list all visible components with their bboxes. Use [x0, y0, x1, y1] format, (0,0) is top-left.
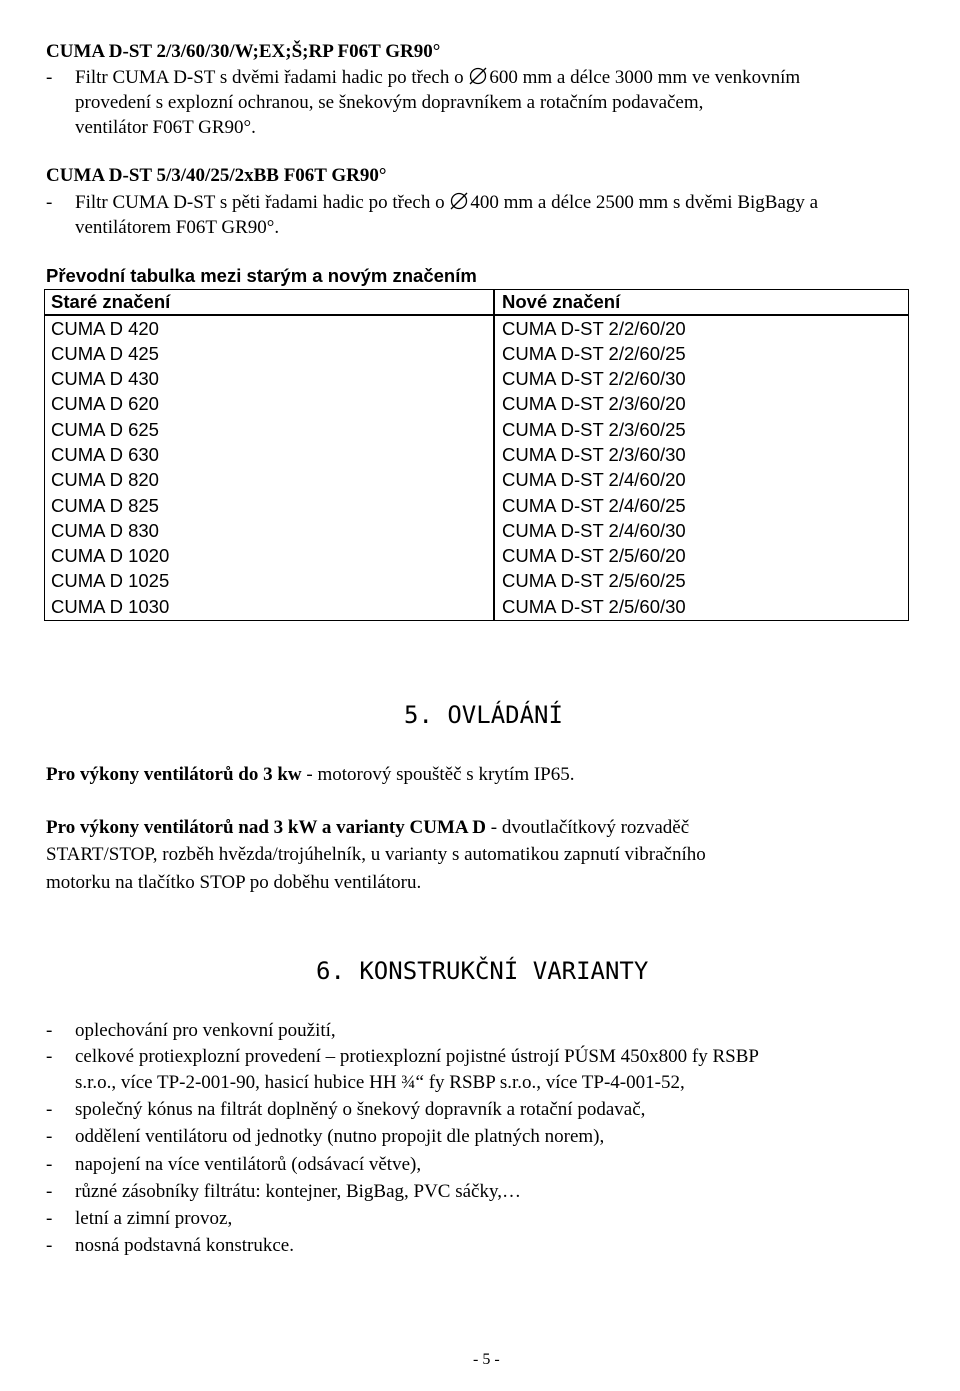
product-desc-2-line1: Filtr CUMA D-ST s pěti řadami hadic po třech o 400 mm a délce 2500 mm s dvěmi BigBagy a [75, 192, 819, 213]
table-cell-new: CUMA D-ST 2/2/60/20 [502, 318, 686, 339]
product-desc-1-line3: ventilátor F06T GR90°. [75, 117, 256, 138]
bullet-dash: - [46, 1154, 53, 1175]
list-item-continuation: s.r.o., více TP-2-001-90, hasicí hubice HH ¾“ fy RSBP s.r.o., více TP-4-001-52, [75, 1072, 685, 1093]
table-cell-old: CUMA D 430 [51, 368, 159, 389]
product-title-1: CUMA D-ST 2/3/60/30/W;EX;Š;RP F06T GR90° [46, 41, 441, 62]
section-heading-5: 5. OVLÁDÁNÍ [404, 701, 563, 729]
paragraph-fans-over-3kw-line3: motorku na tlačítko STOP po doběhu ventilátoru. [46, 872, 422, 893]
table-cell-new: CUMA D-ST 2/4/60/25 [502, 495, 686, 516]
table-cell-new: CUMA D-ST 2/3/60/30 [502, 444, 686, 465]
product-title-2: CUMA D-ST 5/3/40/25/2xBB F06T GR90° [46, 165, 387, 186]
table-cell-new: CUMA D-ST 2/4/60/20 [502, 469, 686, 490]
paragraph-fans-over-3kw-line1: Pro výkony ventilátorů nad 3 kW a varianty CUMA D - dvoutlačítkový rozvaděč [46, 817, 690, 838]
column-header-old: Staré značení [51, 291, 171, 312]
diameter-icon [449, 192, 469, 210]
table-cell-new: CUMA D-ST 2/4/60/30 [502, 520, 686, 541]
table-cell-new: CUMA D-ST 2/5/60/25 [502, 570, 686, 591]
paragraph-fans-over-3kw-line2: START/STOP, rozběh hvězda/trojúhelník, u varianty s automatikou zapnutí vibračního [46, 844, 706, 865]
bullet-dash: - [46, 1046, 53, 1067]
conversion-table [44, 289, 909, 621]
table-cell-old: CUMA D 1020 [51, 545, 170, 566]
table-cell-new: CUMA D-ST 2/5/60/20 [502, 545, 686, 566]
list-item: společný kónus na filtrát doplněný o šnekový dopravník a rotační podavač, [75, 1099, 646, 1120]
bullet-dash: - [46, 192, 53, 213]
bullet-dash: - [46, 1235, 53, 1256]
table-cell-old: CUMA D 625 [51, 419, 159, 440]
list-item: celkové protiexplozní provedení – protiexplozní pojistné ústrojí PÚSM 450x800 fy RSBP [75, 1046, 759, 1067]
list-item: letní a zimní provoz, [75, 1208, 233, 1229]
paragraph-fans-under-3kw: Pro výkony ventilátorů do 3 kw - motorový spouštěč s krytím IP65. [46, 764, 575, 785]
table-cell-new: CUMA D-ST 2/3/60/20 [502, 393, 686, 414]
table-cell-old: CUMA D 630 [51, 444, 159, 465]
table-cell-old: CUMA D 420 [51, 318, 159, 339]
column-header-new: Nové značení [502, 291, 621, 312]
diameter-icon [468, 67, 488, 85]
list-item: oddělení ventilátoru od jednotky (nutno propojit dle platných norem), [75, 1126, 605, 1147]
table-cell-old: CUMA D 820 [51, 469, 159, 490]
product-desc-1-line2: provedení s explozní ochranou, se šnekovým dopravníkem a rotačním podavačem, [75, 92, 704, 113]
list-item: napojení na více ventilátorů (odsávací větve), [75, 1154, 422, 1175]
table-cell-old: CUMA D 1030 [51, 596, 170, 617]
bullet-dash: - [46, 1099, 53, 1120]
table-cell-old: CUMA D 1025 [51, 570, 170, 591]
list-item: různé zásobníky filtrátu: kontejner, BigBag, PVC sáčky,… [75, 1181, 521, 1202]
bullet-dash: - [46, 1181, 53, 1202]
bullet-dash: - [46, 1020, 53, 1041]
table-cell-old: CUMA D 425 [51, 343, 159, 364]
section-heading-6: 6. KONSTRUKČNÍ VARIANTY [316, 957, 649, 985]
table-cell-new: CUMA D-ST 2/2/60/25 [502, 343, 686, 364]
bullet-dash: - [46, 67, 53, 88]
bullet-dash: - [46, 1208, 53, 1229]
table-cell-old: CUMA D 620 [51, 393, 159, 414]
table-caption: Převodní tabulka mezi starým a novým značením [46, 265, 477, 286]
table-cell-new: CUMA D-ST 2/3/60/25 [502, 419, 686, 440]
table-divider [44, 314, 909, 316]
table-cell-new: CUMA D-ST 2/2/60/30 [502, 368, 686, 389]
table-cell-new: CUMA D-ST 2/5/60/30 [502, 596, 686, 617]
list-item: nosná podstavná konstrukce. [75, 1235, 294, 1256]
table-cell-old: CUMA D 825 [51, 495, 159, 516]
product-desc-2-line2: ventilátorem F06T GR90°. [75, 217, 280, 238]
page-number: - 5 - [473, 1351, 500, 1368]
product-desc-1-line1: Filtr CUMA D-ST s dvěmi řadami hadic po třech o 600 mm a délce 3000 mm ve venkovním [75, 67, 801, 88]
bullet-dash: - [46, 1126, 53, 1147]
list-item: oplechování pro venkovní použití, [75, 1020, 336, 1041]
table-cell-old: CUMA D 830 [51, 520, 159, 541]
table-divider [493, 289, 495, 621]
